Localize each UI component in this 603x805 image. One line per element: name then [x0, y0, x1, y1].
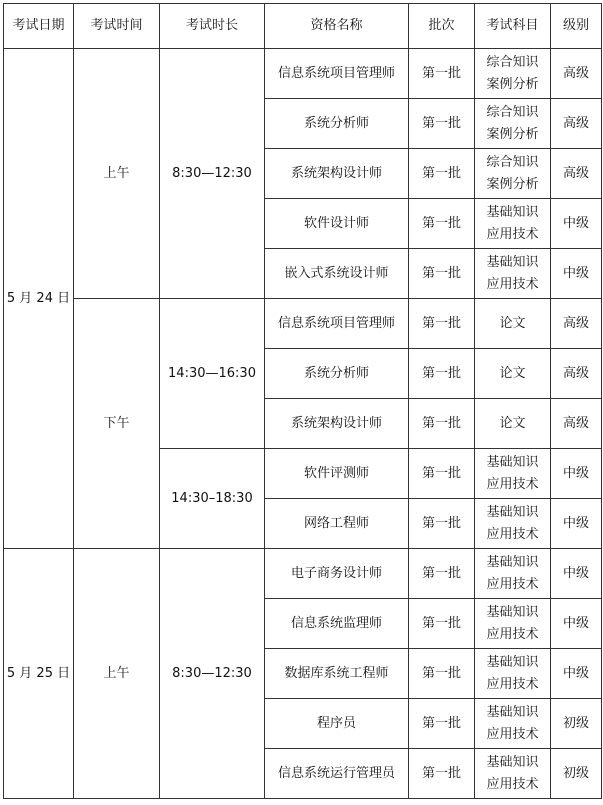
qualification-name-cell: 电子商务设计师	[265, 549, 409, 599]
level-cell: 中级	[551, 499, 602, 549]
batch-cell: 第一批	[409, 549, 475, 599]
exam-subject-line: 论文	[499, 365, 526, 381]
level-cell: 中级	[551, 549, 602, 599]
qualification-name-cell: 信息系统项目管理师	[265, 49, 409, 99]
exam-subject-line: 应用技术	[486, 776, 539, 792]
exam-duration-cell: 14:30–18:30	[160, 449, 265, 549]
exam-subject-line: 应用技术	[486, 226, 539, 242]
level-cell: 高级	[551, 149, 602, 199]
batch-cell: 第一批	[409, 299, 475, 349]
level-cell: 高级	[551, 99, 602, 149]
exam-subject-line: 应用技术	[486, 476, 539, 492]
header-subject: 考试科目	[475, 4, 551, 49]
exam-time-cell: 上午	[74, 49, 160, 299]
exam-subject-line: 应用技术	[486, 726, 539, 742]
qualification-name-cell: 系统架构设计师	[265, 149, 409, 199]
batch-cell: 第一批	[409, 349, 475, 399]
batch-cell: 第一批	[409, 599, 475, 649]
qualification-name-cell: 网络工程师	[265, 499, 409, 549]
qualification-name-cell: 信息系统监理师	[265, 599, 409, 649]
level-cell: 初级	[551, 699, 602, 749]
batch-cell: 第一批	[409, 149, 475, 199]
exam-subject-line: 基础知识	[486, 654, 539, 670]
level-cell: 中级	[551, 649, 602, 699]
level-cell: 高级	[551, 399, 602, 449]
exam-duration-cell: 8:30—12:30	[160, 49, 265, 299]
qualification-name-cell: 数据库系统工程师	[265, 649, 409, 699]
exam-subject-line: 基础知识	[486, 704, 539, 720]
exam-subject-cell	[475, 599, 551, 649]
level-cell: 高级	[551, 349, 602, 399]
level-cell: 高级	[551, 299, 602, 349]
batch-cell: 第一批	[409, 99, 475, 149]
exam-time-cell: 下午	[74, 299, 160, 549]
exam-subject-line: 基础知识	[486, 504, 539, 520]
table-row	[4, 549, 602, 599]
batch-cell: 第一批	[409, 399, 475, 449]
exam-subject-line: 应用技术	[486, 626, 539, 642]
batch-cell: 第一批	[409, 449, 475, 499]
exam-subject-cell	[475, 99, 551, 149]
qualification-name-cell: 软件评测师	[265, 449, 409, 499]
batch-cell: 第一批	[409, 699, 475, 749]
exam-subject-line: 基础知识	[486, 554, 539, 570]
header-row	[4, 4, 602, 49]
level-cell: 中级	[551, 599, 602, 649]
exam-schedule-table	[3, 3, 602, 799]
header-qualification: 资格名称	[265, 4, 409, 49]
level-cell: 中级	[551, 249, 602, 299]
exam-subject-line: 基础知识	[486, 204, 539, 220]
header-date: 考试日期	[4, 4, 74, 49]
exam-subject-line: 基础知识	[486, 604, 539, 620]
exam-subject-line: 综合知识	[486, 154, 539, 170]
header-time: 考试时间	[74, 4, 160, 49]
exam-subject-line: 案例分析	[486, 176, 539, 192]
exam-date-cell: 5 月 24 日	[4, 49, 74, 549]
exam-subject-cell	[475, 49, 551, 99]
qualification-name-cell: 嵌入式系统设计师	[265, 249, 409, 299]
qualification-name-cell: 系统架构设计师	[265, 399, 409, 449]
exam-subject-line: 基础知识	[486, 454, 539, 470]
exam-subject-line: 案例分析	[486, 76, 539, 92]
exam-subject-line: 应用技术	[486, 576, 539, 592]
exam-duration-cell: 14:30—16:30	[160, 299, 265, 449]
header-level: 级别	[551, 4, 602, 49]
batch-cell: 第一批	[409, 199, 475, 249]
exam-subject-line: 综合知识	[486, 104, 539, 120]
exam-subject-cell	[475, 249, 551, 299]
batch-cell: 第一批	[409, 249, 475, 299]
header-duration: 考试时长	[160, 4, 265, 49]
qualification-name-cell: 信息系统项目管理师	[265, 299, 409, 349]
qualification-name-cell: 程序员	[265, 699, 409, 749]
level-cell: 中级	[551, 199, 602, 249]
batch-cell: 第一批	[409, 499, 475, 549]
exam-subject-line: 基础知识	[486, 254, 539, 270]
qualification-name-cell: 系统分析师	[265, 349, 409, 399]
level-cell: 中级	[551, 449, 602, 499]
schedule-body	[4, 49, 602, 799]
exam-date-cell: 5 月 25 日	[4, 549, 74, 799]
exam-subject-cell	[475, 149, 551, 199]
table-row	[4, 299, 602, 349]
exam-subject-line: 综合知识	[486, 54, 539, 70]
qualification-name-cell: 信息系统运行管理员	[265, 749, 409, 799]
exam-subject-line: 应用技术	[486, 276, 539, 292]
exam-subject-cell	[475, 349, 551, 399]
exam-subject-cell	[475, 499, 551, 549]
exam-duration-cell: 8:30—12:30	[160, 549, 265, 799]
exam-subject-cell	[475, 199, 551, 249]
exam-subject-line: 应用技术	[486, 526, 539, 542]
exam-subject-cell	[475, 299, 551, 349]
level-cell: 初级	[551, 749, 602, 799]
exam-subject-line: 应用技术	[486, 676, 539, 692]
exam-subject-cell	[475, 749, 551, 799]
exam-subject-line: 论文	[499, 415, 526, 431]
exam-subject-line: 案例分析	[486, 126, 539, 142]
table-row	[4, 49, 602, 99]
qualification-name-cell: 系统分析师	[265, 99, 409, 149]
exam-subject-line: 论文	[499, 315, 526, 331]
batch-cell: 第一批	[409, 649, 475, 699]
exam-subject-line: 基础知识	[486, 754, 539, 770]
exam-subject-cell	[475, 699, 551, 749]
exam-time-cell: 上午	[74, 549, 160, 799]
batch-cell: 第一批	[409, 749, 475, 799]
header-batch: 批次	[409, 4, 475, 49]
exam-subject-cell	[475, 649, 551, 699]
batch-cell: 第一批	[409, 49, 475, 99]
exam-subject-cell	[475, 449, 551, 499]
exam-subject-cell	[475, 549, 551, 599]
level-cell: 高级	[551, 49, 602, 99]
qualification-name-cell: 软件设计师	[265, 199, 409, 249]
exam-subject-cell	[475, 399, 551, 449]
